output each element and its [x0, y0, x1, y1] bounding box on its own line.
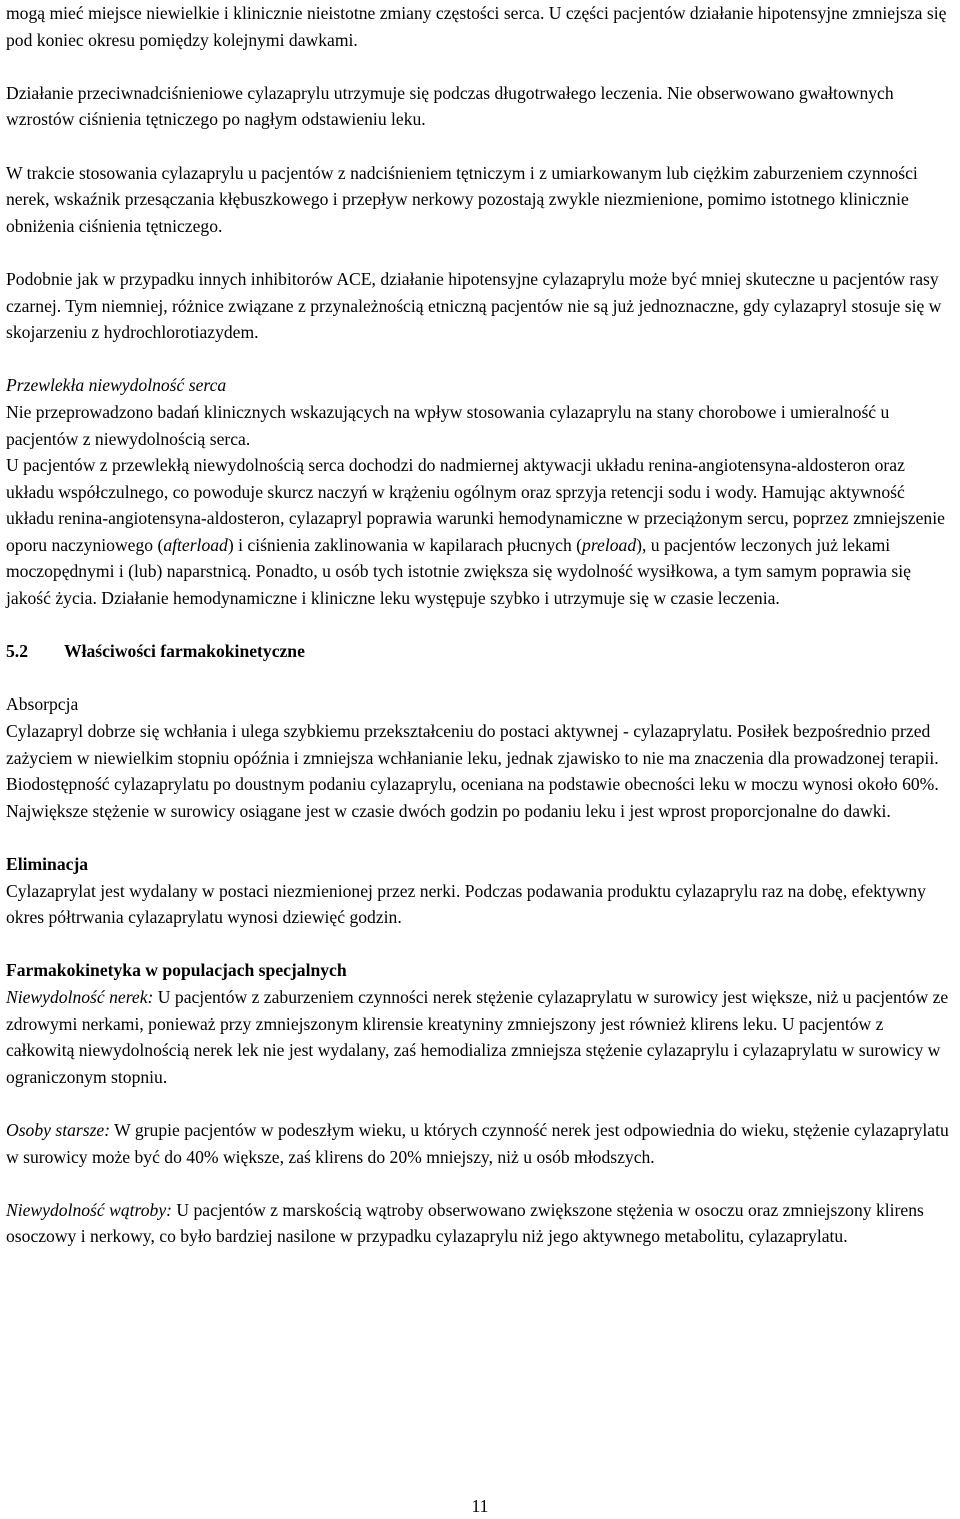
term-preload: preload — [582, 534, 637, 555]
page-number: 11 — [471, 1496, 489, 1516]
label-hepatic-impairment: Niewydolność wątroby: — [6, 1199, 172, 1220]
text-run: ), u pacjentów leczonych już lekami moczopędnymi i (lub) naparstnicą. Ponadto, u osób tych istotnie zwiększa się wydolność wysiłkowa, a tym samym poprawia się jakość życia. Działanie hemodynamiczne i kliniczne leku występuje szybko i utrzymuje się w czasie leczenia. — [6, 534, 911, 609]
label-renal-impairment: Niewydolność nerek: — [6, 986, 154, 1007]
text-run: ) i ciśnienia zaklinowania w kapilarach płucnych ( — [227, 534, 583, 555]
subheading-heart-failure: Przewlekła niewydolność serca — [6, 375, 227, 396]
paragraph-heart-failure-studies: Nie przeprowadzono badań klinicznych wskazujących na wpływ stosowania cylazaprylu na stany chorobowe i umieralność u pacjentów z niewydolnością serca. — [6, 401, 890, 449]
section-heading-5-2 — [6, 638, 956, 665]
paragraph-absorption: Cylazapryl dobrze się wchłania i ulega szybkiemu przekształceniu do postaci aktywnej - cylazaprylatu. Posiłek bezpośrednio przed zażyciem w niewielkim stopniu opóźnia i zmniejsza wchłanianie leku, jednak zjawisko to nie ma znaczenia dla prowadzonej terapii. Biodostępność cylazaprylatu po doustnym podaniu cylazaprylu, oceniana na podstawie obecności leku w moczu wynosi około 60%. Największe stężenie w surowicy osiągane jest w czasie dwóch godzin po podaniu leku i jest wprost proporcjonalne do dawki. — [6, 721, 939, 821]
label-elderly: Osoby starsze: — [6, 1119, 111, 1140]
text-run: U pacjentów z zaburzeniem czynności nerek stężenie cylazaprylatu w surowicy jest większe, niż u pacjentów ze zdrowymi nerkami, ponieważ przy zmniejszonym klirensie kreatyniny zmniejszony jest również klirens leku. U pacjentów z całkowitą niewydolnością nerek lek nie jest wydalany, zaś hemodializa zmniejsza stężenie cylazaprylu i cylazaprylatu w surowicy w ograniczonym stopniu. — [6, 986, 949, 1087]
section-title: Właściwości farmakokinetyczne — [64, 641, 305, 662]
paragraph-elimination: Cylazaprylat jest wydalany w postaci niezmienionej przez nerki. Podczas podawania produktu cylazaprylu raz na dobę, efektywny okres półtrwania cylazaprylatu wynosi dziewięć godzin. — [6, 880, 926, 928]
paragraph-black-patients: Podobnie jak w przypadku innych inhibitorów ACE, działanie hipotensyjne cylazaprylu może być mniej skuteczne u pacjentów rasy czarnej. Tym niemniej, różnice związane z przynależnością etniczną pacjentów nie są już jednoznaczne, gdy cylazapryl stosuje się w skojarzeniu z hydrochlorotiazydem. — [6, 268, 942, 343]
subheading-elimination: Eliminacja — [6, 854, 89, 874]
paragraph-renal-function: W trakcie stosowania cylazaprylu u pacjentów z nadciśnieniem tętniczym i z umiarkowanym lub ciężkim zaburzeniem czynności nerek, wskaźnik przesączania kłębuszkowego i przepływ nerkowy pozostają zwykle niezmienione, pomimo istotnego klinicznie obniżenia ciśnienia tętniczego. — [6, 162, 918, 236]
document-page — [6, 0, 956, 1250]
subheading-special-populations: Farmakokinetyka w populacjach specjalnych — [6, 960, 347, 981]
paragraph-hepatic-impairment — [6, 1197, 956, 1250]
text-run: U pacjentów z marskością wątroby obserwowano zwiększone stężenia w osoczu oraz zmniejszony klirens osoczowy i nerkowy, co było bardziej nasilone w przypadku cylazaprylu niż jego aktywnego metabolitu, cylazaprylatu. — [6, 1199, 924, 1247]
paragraph-renal-impairment — [6, 984, 956, 1090]
text-run: U pacjentów z przewlekłą niewydolnością serca dochodzi do nadmiernej aktywacji układu renina-angiotensyna-aldosteron oraz układu współczulnego, co powoduje skurcz naczyń w krążeniu ogólnym oraz sprzyja retencji sodu i wody. Hamując aktywność układu renina-angiotensyna-aldosteron, cylazapryl poprawia warunki hemodynamiczne w przeciążonym sercu, poprzez zmniejszenie oporu naczyniowego ( — [6, 455, 945, 555]
subheading-absorption: Absorpcja — [6, 694, 79, 715]
paragraph-elderly — [6, 1117, 956, 1170]
paragraph-heart-failure-mechanism — [6, 452, 956, 612]
text-run: W grupie pacjentów w podeszłym wieku, u których czynność nerek jest odpowiednia do wieku, stężenie cylazaprylatu w surowicy może być do 40% większe, zaś klirens do 20% mniejszy, niż u osób młodszych. — [6, 1119, 949, 1167]
section-number: 5.2 — [6, 641, 28, 662]
paragraph-long-term-effect: Działanie przeciwnadciśnieniowe cylazaprylu utrzymuje się podczas długotrwałego leczenia. Nie obserwowano gwałtownych wzrostów ciśnienia tętniczego po nagłym odstawieniu leku. — [6, 82, 894, 130]
paragraph-heart-rate: mogą mieć miejsce niewielkie i klinicznie nieistotne zmiany częstości serca. U części pacjentów działanie hipotensyjne zmniejsza się pod koniec okresu pomiędzy kolejnymi dawkami. — [6, 3, 947, 50]
term-afterload: afterload — [163, 534, 228, 555]
